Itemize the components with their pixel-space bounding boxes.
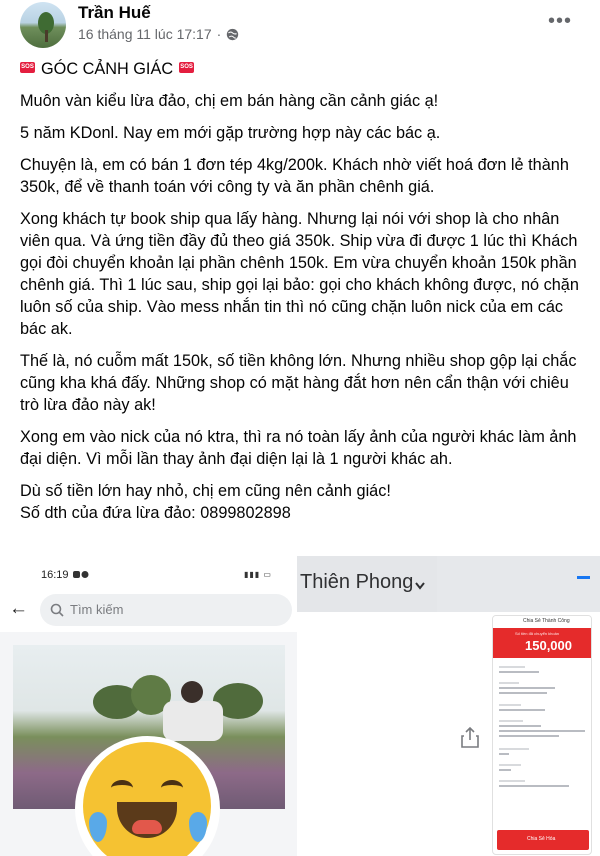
- post-meta: [78, 26, 239, 42]
- post-body: [20, 58, 585, 524]
- page-name: Thiên Phong: [300, 571, 414, 593]
- transfer-receipt: [492, 615, 592, 855]
- post-paragraph: Chuyện là, em có bán 1 đơn tép 4kg/200k. Khách nhờ viết hoá đơn lẻ thành 350k, để về thanh toán với công ty và ăn phần chênh giá.: [20, 156, 569, 196]
- post-phone: Số dth của đứa lừa đảo: 0899802898: [20, 504, 291, 522]
- share-icon[interactable]: [460, 726, 480, 748]
- receipt-header: Chia Sẻ Thành Công: [523, 618, 570, 624]
- globe-icon: [226, 28, 239, 41]
- search-icon: [50, 603, 64, 617]
- dot-separator: ·: [216, 26, 222, 42]
- post-paragraph: Muôn vàn kiểu lừa đảo, chị em bán hàng cần cảnh giác ạ!: [20, 92, 439, 110]
- receipt-amount-label: Số tiền đã chuyển khoản: [515, 631, 560, 636]
- status-time: 16:19: [41, 569, 69, 581]
- page-name-band: [297, 556, 437, 612]
- search-input[interactable]: [40, 594, 292, 626]
- back-arrow-icon[interactable]: ←: [9, 598, 28, 619]
- attached-screenshot-transfer[interactable]: [297, 556, 600, 856]
- author-name[interactable]: Trần Huế: [78, 3, 151, 22]
- receipt-share-button: Chia Sẻ Hóa: [497, 830, 589, 850]
- attached-screenshot-profile[interactable]: [0, 556, 297, 856]
- signal-battery-icon: ▮▮▮ ▭: [244, 570, 272, 579]
- search-row: [0, 588, 297, 632]
- receipt-amount-banner: [493, 628, 592, 658]
- post-photo-gallery[interactable]: [0, 556, 600, 856]
- author-avatar[interactable]: [20, 2, 66, 48]
- search-placeholder: Tìm kiếm: [70, 602, 124, 617]
- post-title: SOS GÓC CẢNH GIÁC SOS: [21, 60, 193, 78]
- post-paragraph: Thế là, nó cuỗm mất 150k, số tiền không lớn. Nhưng nhiều shop gộp lại chắc cũng kha khá đấy. Những shop có mặt hàng đắt hơn nên cẩn thận với chiêu trò lừa đảo này ak!: [20, 352, 577, 414]
- post-header: [0, 0, 600, 52]
- more-options-icon[interactable]: •••: [548, 10, 573, 32]
- sos-icon: SOS: [179, 62, 194, 73]
- sos-icon: SOS: [20, 62, 35, 73]
- accent-bar: [577, 576, 590, 579]
- post-closing: Dù số tiền lớn hay nhỏ, chị em cũng nên cảnh giác!: [20, 482, 391, 500]
- receipt-amount: 150,000: [525, 638, 572, 653]
- post-paragraph: Xong em vào nick của nó ktra, thì ra nó toàn lấy ảnh của người khác làm ảnh đại diện. Vì mỗi lần thay ảnh đại diện lại là 1 người khác ah.: [20, 428, 577, 468]
- laughing-emoji-icon: [83, 742, 211, 856]
- post-paragraph: 5 năm KDonl. Nay em mới gặp trường hợp này các bác ạ.: [20, 124, 441, 142]
- post-timestamp[interactable]: 16 tháng 11 lúc 17:17: [78, 26, 212, 42]
- post-paragraph: Xong khách tự book ship qua lấy hàng. Nhưng lại nói với shop là cho nhân viên qua. Và ứng tiền đầy đủ theo giá 350k. Ship vừa đi được 1 lúc thì Khách gọi đòi chuyển khoản lại phần chênh 150k. Em vừa chuyển khoản 150k phần chênh giá. Thì 1 lúc sau, ship gọi lại bảo: gọi cho khách không được, nó chặn luôn số của ship. Vào mess nhắn tin thì nó cũng chặn luôn nick của em các bác ak.: [20, 210, 579, 338]
- notification-icons: [73, 571, 89, 578]
- chevron-down-icon: [415, 582, 425, 590]
- phone-status-bar: [0, 556, 297, 588]
